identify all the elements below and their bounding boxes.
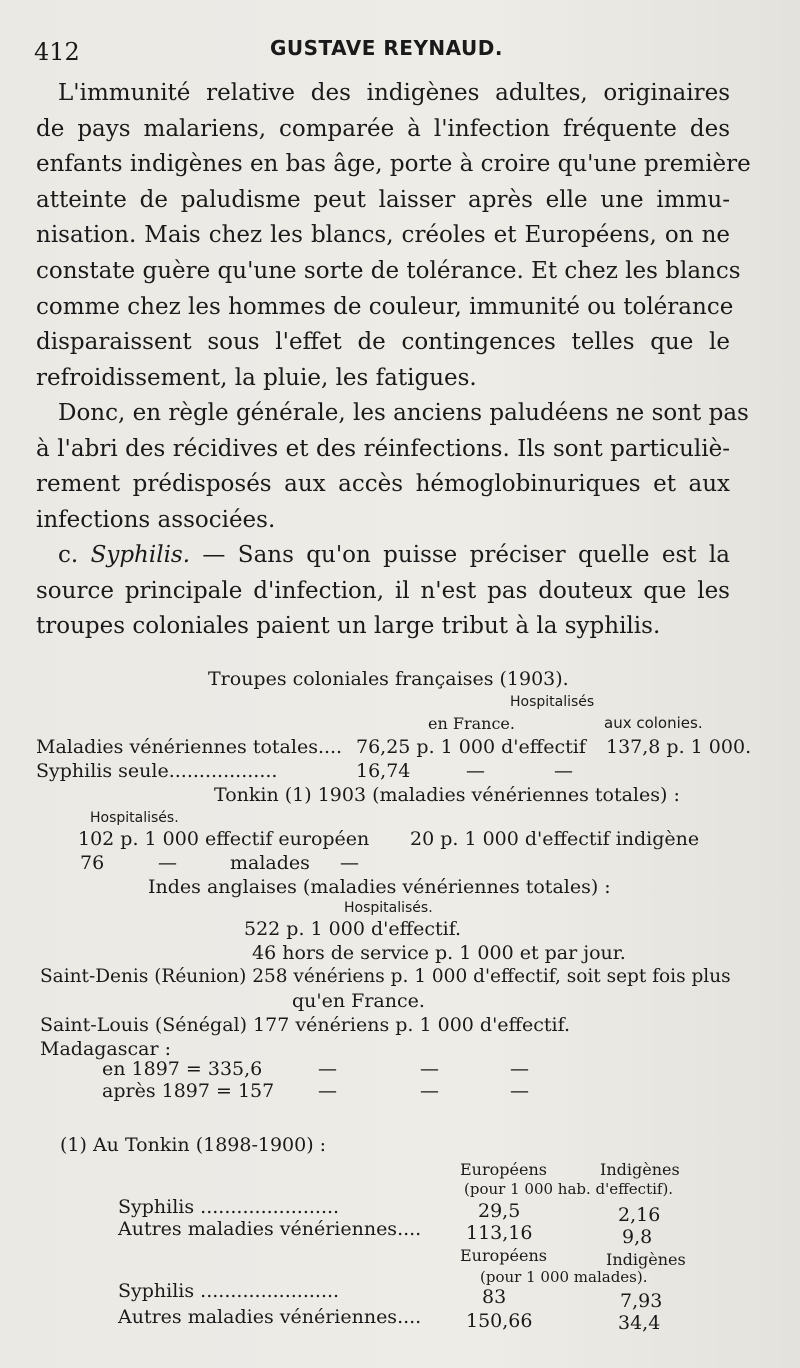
- text-line: L'immunité relative des indigènes adultes, originaires: [58, 80, 730, 106]
- footnote-row-label: Autres maladies vénériennes....: [118, 1218, 422, 1240]
- section-letter: c.: [58, 542, 91, 568]
- footnote-unit: (pour 1 000 malades).: [480, 1268, 648, 1286]
- madagascar-label: Madagascar :: [40, 1038, 172, 1060]
- cell-value: 46 hors de service p. 1 000 et par jour.: [252, 942, 626, 964]
- footnote-cell: 113,16: [466, 1222, 533, 1244]
- cell-value: 76,25 p. 1 000 d'effectif: [356, 736, 586, 758]
- stdenis-line: Saint-Denis (Réunion) 258 vénériens p. 1 000 d'effectif, soit sept fois plus: [40, 966, 731, 987]
- text-line: de pays malariens, comparée à l'infection fréquente des: [36, 115, 730, 142]
- text-line: à l'abri des récidives et des réinfections. Ils sont particuliè-: [36, 435, 730, 462]
- text-line: rement prédisposés aux accès hémoglobinuriques et aux: [36, 471, 730, 498]
- text-line: enfants indigènes en bas âge, porte à croire qu'une première: [36, 151, 751, 178]
- footnote-cell: 2,16: [618, 1204, 661, 1226]
- page-number: 412: [34, 38, 80, 66]
- cell-value: après 1897 = 157: [102, 1080, 275, 1102]
- column-header-hospitalises: Hospitalisés: [510, 694, 595, 710]
- cell-value: en 1897 = 335,6: [102, 1058, 263, 1080]
- text-run: — Sans qu'on puisse préciser quelle est la: [190, 542, 730, 568]
- text-line: nisation. Mais chez les blancs, créoles et Européens, on ne: [36, 222, 730, 249]
- text-line: comme chez les hommes de couleur, immunité ou tolérance: [36, 293, 734, 320]
- text-line: atteinte de paludisme peut laisser après elle une immu-: [36, 186, 730, 213]
- footnote-title: (1) Au Tonkin (1898-1900) :: [60, 1134, 327, 1156]
- ditto-dash: —: [510, 1080, 529, 1102]
- row-label: Syphilis seule..................: [36, 760, 278, 782]
- ditto-dash: —: [340, 852, 359, 874]
- column-header-aux-colonies: aux colonies.: [604, 714, 703, 732]
- footnote-col-indigenes: Indigènes: [606, 1250, 686, 1269]
- text-line: refroidissement, la pluie, les fatigues.: [36, 364, 477, 391]
- text-line: source principale d'infection, il n'est pas douteux que les: [36, 577, 730, 604]
- indes-title: Indes anglaises (maladies vénériennes totales) :: [148, 876, 611, 898]
- ditto-dash: —: [420, 1080, 439, 1102]
- text-line: disparaissent sous l'effet de contingences telles que le: [36, 329, 730, 356]
- running-title: GUSTAVE REYNAUD.: [270, 36, 503, 60]
- stdenis-line-2: qu'en France.: [292, 990, 425, 1012]
- footnote-row-label: Autres maladies vénériennes....: [118, 1306, 422, 1328]
- footnote-cell: 9,8: [622, 1226, 653, 1248]
- footnote-cell: 150,66: [466, 1310, 533, 1332]
- table-title: Troupes coloniales françaises (1903).: [208, 668, 569, 690]
- text-line: Donc, en règle générale, les anciens paludéens ne sont pas: [58, 400, 749, 426]
- ditto-dash: —: [318, 1080, 337, 1102]
- stlouis-line: Saint-Louis (Sénégal) 177 vénériens p. 1 000 d'effectif.: [40, 1014, 571, 1036]
- text-line: [36, 538, 730, 574]
- footnote-col-europeens: Européens: [460, 1246, 547, 1265]
- footnote-row-label: Syphilis .......................: [118, 1280, 340, 1302]
- tonkin-title: Tonkin (1) 1903 (maladies vénériennes totales) :: [214, 784, 680, 806]
- paragraph-syphilis: [36, 538, 730, 645]
- ditto-dash: —: [420, 1058, 439, 1080]
- footnote-cell: 29,5: [478, 1200, 521, 1222]
- cell-value: 102 p. 1 000 effectif européen: [78, 828, 370, 850]
- ditto-dash: —: [510, 1058, 529, 1080]
- section-title: Syphilis.: [90, 542, 191, 568]
- cell-value: malades: [230, 852, 310, 874]
- cell-value: 16,74: [356, 760, 411, 782]
- column-header-en-france: en France.: [428, 714, 515, 733]
- cell-value: 137,8 p. 1 000.: [606, 736, 752, 758]
- text-line: infections associées.: [36, 506, 276, 533]
- cell-value: 76: [80, 852, 105, 874]
- ditto-dash: —: [554, 760, 573, 782]
- footnote-row-label: Syphilis .......................: [118, 1196, 340, 1218]
- paragraph-recidives: [36, 396, 749, 538]
- footnote-cell: 7,93: [620, 1290, 663, 1312]
- ditto-dash: —: [318, 1058, 337, 1080]
- footnote-col-europeens: Européens: [460, 1160, 547, 1179]
- cell-value: 522 p. 1 000 d'effectif.: [244, 918, 462, 940]
- hospitalises-label: Hospitalisés.: [90, 810, 179, 826]
- footnote-cell: 83: [482, 1286, 507, 1308]
- text-line: troupes coloniales paient un large tribut à la syphilis.: [36, 613, 661, 640]
- cell-value: 20 p. 1 000 d'effectif indigène: [410, 828, 700, 850]
- footnote-col-indigenes: Indigènes: [600, 1160, 680, 1179]
- hospitalises-label: Hospitalisés.: [344, 900, 433, 916]
- ditto-dash: —: [466, 760, 485, 782]
- paragraph-immunity: [36, 76, 751, 396]
- footnote-unit: (pour 1 000 hab. d'effectif).: [464, 1180, 674, 1198]
- text-line: constate guère qu'une sorte de tolérance. Et chez les blancs: [36, 257, 741, 284]
- footnote-cell: 34,4: [618, 1312, 661, 1334]
- ditto-dash: —: [158, 852, 177, 874]
- row-label: Maladies vénériennes totales....: [36, 736, 343, 758]
